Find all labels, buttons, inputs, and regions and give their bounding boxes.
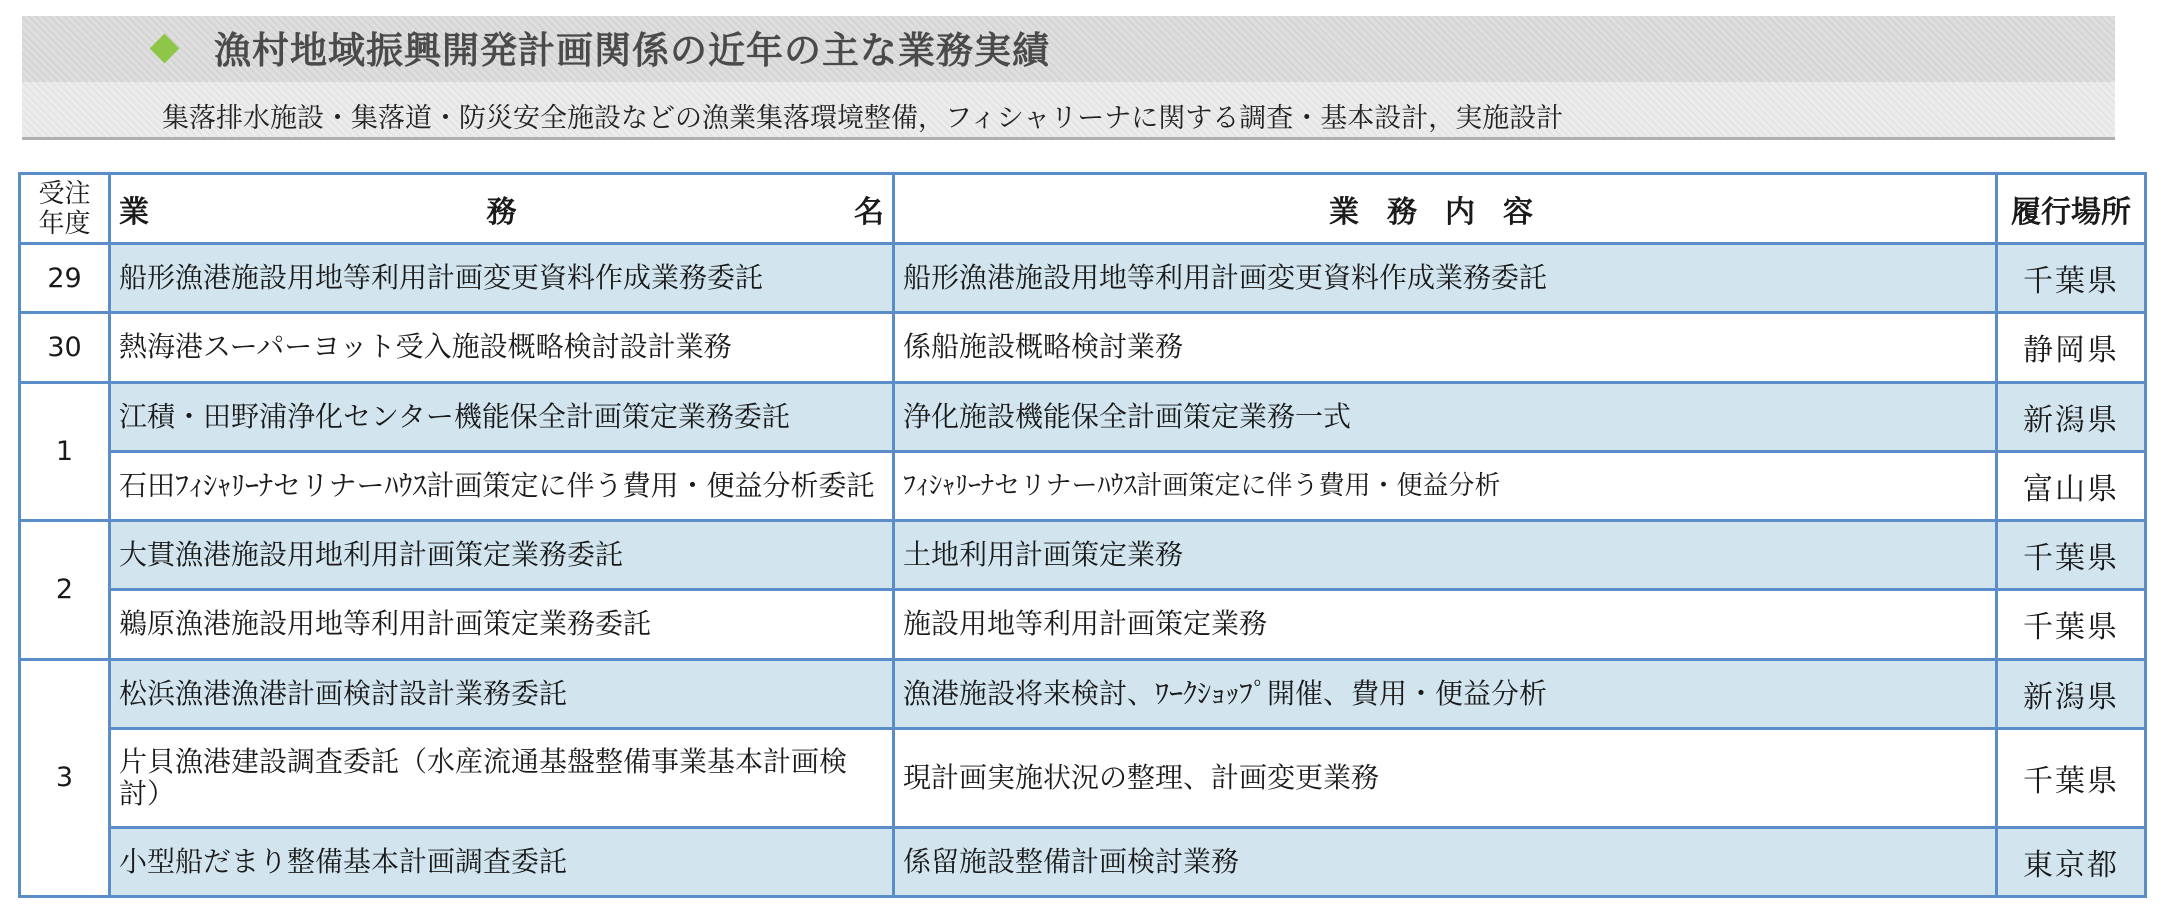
- table-row: [20, 313, 2146, 382]
- work-name-cell: 片貝漁港建設調査委託（水産流通基盤整備事業基本計画検討）: [110, 728, 894, 827]
- location-cell: 千葉県: [1997, 728, 2146, 827]
- work-name-cell: 大貫漁港施設用地利用計画策定業務委託: [110, 521, 894, 590]
- year-header-line2: 年度: [38, 208, 91, 239]
- year-cell: 1: [20, 382, 110, 521]
- table-row: [20, 827, 2146, 896]
- column-header-year: [20, 174, 110, 244]
- table-header-row: [20, 174, 2146, 244]
- works-table: [18, 172, 2147, 898]
- location-cell: 静岡県: [1997, 313, 2146, 382]
- location-cell: 富山県: [1997, 451, 2146, 520]
- work-content-cell: 現計画実施状況の整理、計画変更業務: [894, 728, 1997, 827]
- work-content-cell: ﾌｨｼｬﾘｰﾅセリナーﾊｳｽ計画策定に伴う費用・便益分析: [894, 451, 1997, 520]
- work-name-cell: 熱海港スーパーヨット受入施設概略検討設計業務: [110, 313, 894, 382]
- table-row: [20, 382, 2146, 451]
- location-cell: 新潟県: [1997, 382, 2146, 451]
- location-cell: 千葉県: [1997, 521, 2146, 590]
- work-name-cell: 鵜原漁港施設用地等利用計画策定業務委託: [110, 590, 894, 659]
- page-title: 漁村地域振興開発計画関係の近年の主な業務実績: [214, 29, 1050, 72]
- year-cell: 29: [20, 244, 110, 313]
- work-name-cell: 江積・田野浦浄化センター機能保全計画策定業務委託: [110, 382, 894, 451]
- table-row: [20, 521, 2146, 590]
- location-cell: 東京都: [1997, 827, 2146, 896]
- name-header-char: 業: [119, 194, 313, 230]
- work-content-cell: 漁港施設将来検討、ﾜｰｸｼｮｯﾌﾟ開催、費用・便益分析: [894, 659, 1997, 728]
- work-name-cell: 小型船だまり整備基本計画調査委託: [110, 827, 894, 896]
- table-row: [20, 728, 2146, 827]
- location-cell: 千葉県: [1997, 244, 2146, 313]
- year-cell: 2: [20, 521, 110, 660]
- work-content-cell: 土地利用計画策定業務: [894, 521, 1997, 590]
- column-header-content: 業務内容: [894, 174, 1997, 244]
- location-cell: 千葉県: [1997, 590, 2146, 659]
- work-content-cell: 浄化施設機能保全計画策定業務一式: [894, 382, 1997, 451]
- table-row: [20, 451, 2146, 520]
- table-row: [20, 590, 2146, 659]
- year-cell: 3: [20, 659, 110, 896]
- page-subtitle: 集落排水施設・集落道・防災安全施設などの漁業集落環境整備，フィシャリーナに関する調査・基本設計，実施設計: [162, 103, 1564, 134]
- header-divider: [22, 137, 2115, 140]
- work-name-cell: 船形漁港施設用地等利用計画変更資料作成業務委託: [110, 244, 894, 313]
- work-content-cell: 係留施設整備計画検討業務: [894, 827, 1997, 896]
- work-content-cell: 施設用地等利用計画策定業務: [894, 590, 1997, 659]
- column-header-place: 履行場所: [1997, 174, 2146, 244]
- table-row: [20, 659, 2146, 728]
- work-name-cell: 松浜漁港漁港計画検討設計業務委託: [110, 659, 894, 728]
- table-row: [20, 244, 2146, 313]
- column-header-name: [110, 174, 894, 244]
- name-header-char: 務: [486, 194, 681, 230]
- year-cell: 30: [20, 313, 110, 382]
- year-header-line1: 受注: [38, 178, 91, 209]
- work-content-cell: 船形漁港施設用地等利用計画変更資料作成業務委託: [894, 244, 1997, 313]
- name-header-char: 名: [854, 194, 884, 230]
- section-header: [22, 16, 2115, 140]
- location-cell: 新潟県: [1997, 659, 2146, 728]
- work-name-cell: 石田ﾌｨｼｬﾘｰﾅセリナーﾊｳｽ計画策定に伴う費用・便益分析委託: [110, 451, 894, 520]
- work-content-cell: 係船施設概略検討業務: [894, 313, 1997, 382]
